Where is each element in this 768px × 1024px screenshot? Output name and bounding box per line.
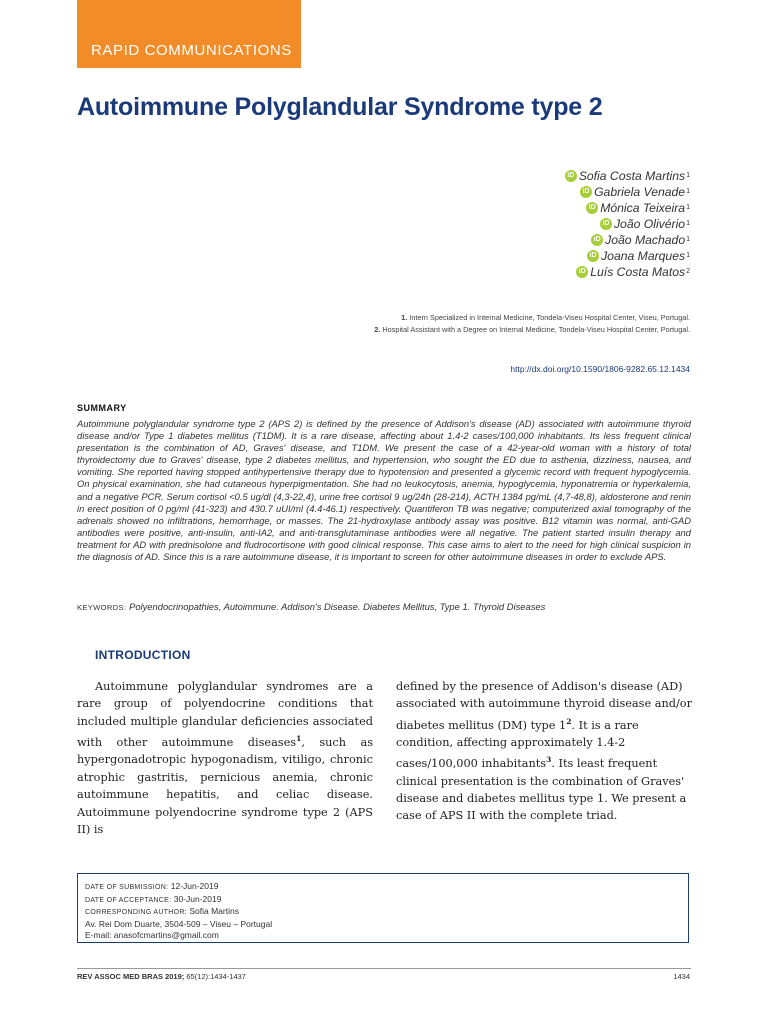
keywords-label: KEYWORDS: [77,603,127,612]
journal-name: REV ASSOC MED BRAS 2019; [77,972,185,981]
intro-text: Autoimmune polyglandular syndromes are a rare group of polyendocrine conditions that included multiple glandular deficiencies associated with other autoimmune diseases [77,680,373,749]
orcid-icon[interactable]: iD [576,266,588,278]
intro-right-column [396,678,692,825]
author-entry[interactable] [565,248,690,264]
author-entry[interactable] [565,168,690,184]
submission-label: DATE OF SUBMISSION: [85,884,169,891]
orcid-icon[interactable]: iD [586,202,598,214]
intro-left-column [77,678,373,838]
author-affil-ref: 1 [686,236,690,243]
affiliation-2 [374,324,690,336]
keywords-value: Polyendocrinopathies, Autoimmune. Addison's Disease. Diabetes Mellitus, Type 1. Thyroid Diseases [129,601,546,612]
doi-link[interactable]: http://dx.doi.org/10.1590/1806-9282.65.12.1434 [510,364,690,374]
intro-text: . Its least frequent clinical presentation is the combination of Graves' disease and diabetes mellitus type 1. We present a case of APS II with the complete triad. [396,757,687,823]
orcid-icon[interactable]: iD [591,234,603,246]
citation-ref[interactable]: 3 [546,755,552,765]
author-entry[interactable] [565,184,690,200]
footer-citation [77,972,246,981]
author-affil-ref: 1 [686,172,690,179]
author-entry[interactable] [565,216,690,232]
submission-value: 12-Jun-2019 [170,881,219,891]
author-name: Luís Costa Matos [590,265,686,279]
affiliation-text: Hospital Assistant with a Degree on Internal Medicine, Tondela-Viseu Hospital Center, Portugal. [382,325,690,334]
section-label: RAPID COMMUNICATIONS [91,42,292,59]
author-affil-ref: 1 [686,252,690,259]
affiliation-text: Intern Specialized in Internal Medicine, Tondela-Viseu Hospital Center, Viseu, Portugal. [409,313,690,322]
article-info-box [77,873,689,943]
acceptance-value: 30-Jun-2019 [173,893,222,904]
submission-date [85,881,688,894]
acceptance-label: DATE OF ACCEPTANCE: [85,896,172,904]
author-name: Joana Marques [601,249,686,263]
section-banner [77,0,301,68]
article-title: Autoimmune Polyglandular Syndrome type 2 [77,93,603,121]
author-name: João Machado [605,233,686,247]
orcid-icon[interactable]: iD [600,218,612,230]
affiliation-number: 1. [401,313,408,322]
orcid-icon[interactable]: iD [580,186,592,198]
citation-ref[interactable]: 1 [296,734,302,744]
intro-text: defined by the presence of Addison's disease (AD) associated with autoimmune thyroid disease and/or diabetes mellitus (DM) type 1 [396,680,692,732]
affiliation-1 [374,312,690,324]
summary-heading: SUMMARY [77,403,127,413]
affiliations [374,312,690,336]
summary-text: Autoimmune polyglandular syndrome type 2 (APS 2) is defined by the presence of Addison's disease (AD) associated with autoimmune thyroid disease and/or Type 1 diabetes mellitus (T1DM). It is a rare disease, affecting about 1.4-2 cases/100,000 inhabitants. Its less frequent clinical presentation is the combination of AD, Graves' disease, and T1DM. We present the case of a 42-year-old woman with a history of total thyroidectomy due to Graves' disease, type 2 diabetes mellitus, and hypertension, who sought the ED due to asthenia, dizziness, nausea, and vomiting. She reported having stopped antihypertensive therapy due to hypotension and presented a glycemic record with frequent hypoglycemia. On physical examination, she had cutaneous hyperpigmentation. She had no leukocytosis, anemia, hypoglycemia, hyponatremia or hyperkalemia, and a negative PCR. Serum cortisol <0.5 ug/dl (4,3-22,4), urine free cortisol 9 ug/24h (28-214), ACTH 1384 pg/mL (4,7-48,8), aldosterone and renin in erect position of 0 pg/ml (41-323) and 430.7 uUI/ml (4.4-46.1) respectively. Quantiferon TB was negative; computerized axial tomography of the adrenals showed no infiltrations, hemorrhage, or masses. The 21-hydroxylase antibody assay was positive. B12 vitamin was normal, anti-GAD antibodies were positive, anti-insulin, anti-IA2, and anti-transglutaminase antibodies were all negative. The patient started insulin therapy and treatment for AD with prednisolone and fludrocortisone with good clinical response. This case aims to alert to the need for high clinical suspicion in the diagnosis of AD. Since this is a rare autoimmune disease, it is important to screen for other autoimmune diseases in order to exclude APS. [77,418,691,563]
author-affil-ref: 1 [686,204,690,211]
journal-volume: 65(12):1434-1437 [184,972,246,981]
author-affil-ref: 1 [686,220,690,227]
footer-divider [77,968,691,969]
orcid-icon[interactable]: iD [565,170,577,182]
affiliation-number: 2. [374,325,381,334]
corresponding-author [85,906,688,919]
author-affil-ref: 2 [686,268,690,275]
address: Av. Rei Dom Duarte, 3504-509 – Viseu – Portugal [85,918,273,929]
author-name: Mónica Teixeira [600,201,686,215]
orcid-icon[interactable]: iD [587,250,599,262]
acceptance-date [85,894,688,907]
email[interactable]: E-mail: anasofcmartins@gmail.com [85,930,219,940]
author-list [565,168,690,280]
page-number: 1434 [673,972,690,981]
introduction-heading: INTRODUCTION [95,648,191,662]
author-name: João Olivério [613,217,686,231]
author-entry[interactable] [565,200,690,216]
corresponding-label: CORRESPONDING AUTHOR: [85,909,187,916]
intro-text: , such as hypergonadotropic hypogonadism, vitiligo, chronic atrophic gastritis, pernicious anemia, chronic autoimmune hepatitis, and celiac disease. Autoimmune polyendocrine syndrome type 2 (APS II) is [77,735,373,837]
keywords-line [77,601,691,612]
corresponding-value: Sofia Martins [189,906,239,916]
author-entry[interactable] [565,264,690,280]
author-affil-ref: 1 [686,188,690,195]
intro-text: . It is a rare condition, affecting approximately 1.4-2 cases/100,000 inhabitants [396,718,639,771]
citation-ref[interactable]: 2 [566,716,572,726]
author-name: Sofia Costa Martins [578,169,686,183]
author-entry[interactable] [565,232,690,248]
author-name: Gabriela Venade [594,185,686,199]
